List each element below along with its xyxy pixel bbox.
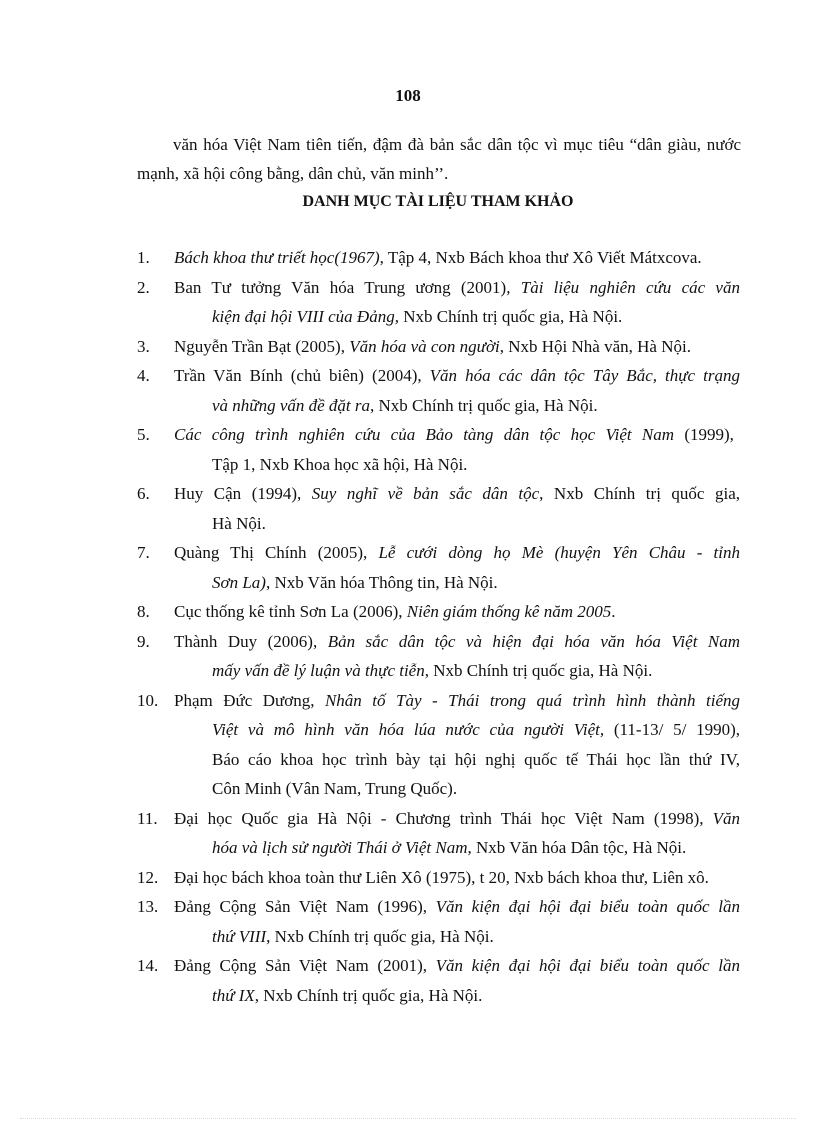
reference-text: Cục thống kê tỉnh Sơn La (2006),: [174, 602, 407, 621]
reference-text: , Nxb Chính trị quốc gia,: [539, 484, 741, 503]
reference-line: [174, 337, 691, 357]
reference-text: Nxb Chính trị quốc gia, Hà Nội.: [398, 307, 623, 326]
reference-title-text: Việt và mô hình văn hóa lúa nước của người Việt,: [212, 720, 605, 739]
reference-line: [212, 720, 740, 740]
reference-number: 10.: [137, 690, 159, 710]
reference-number: 12.: [137, 867, 159, 887]
reference-title-text: Văn kiện đại hội đại biểu toàn quốc lần: [435, 897, 740, 916]
reference-line: [212, 779, 457, 799]
reference-text: Ban Tư tưởng Văn hóa Trung ương (2001): [174, 277, 507, 297]
intro-paragraph: văn hóa Việt Nam tiên tiến, đậm đà bản sắc dân tộc vì mục tiêu “dân giàu, nước mạnh, xã hội công bằng, dân chủ, văn minh’’.: [137, 135, 741, 183]
reference-title-text: và những vấn đề đặt ra: [212, 395, 370, 415]
reference-text: .: [611, 602, 616, 621]
reference-line: [174, 425, 734, 445]
reference-text: Đảng Cộng Sản Việt Nam (2001),: [174, 956, 436, 975]
reference-title-text: hóa và lịch sử người Thái ở Việt Nam: [212, 838, 468, 857]
reference-text: Tập 1, Nxb Khoa học xã hội, Hà Nội.: [212, 454, 468, 474]
reference-text: , Nxb Chính trị quốc gia, Hà Nội.: [254, 985, 483, 1005]
reference-title-text: Lễ cưới dòng họ Mè (huyện Yên Châu - tỉnh: [378, 543, 740, 562]
footer-divider: [20, 1118, 796, 1119]
reference-number: 9.: [137, 631, 150, 651]
reference-title-text: mấy vấn đề lý luận và thực tiễn: [212, 661, 425, 680]
reference-number: 3.: [137, 336, 150, 356]
reference-number: 1.: [137, 248, 150, 267]
reference-text: , Tập 4, Nxb Bách khoa thư Xô Viết Mátxcova.: [379, 248, 702, 267]
reference-title-text: Suy nghĩ về bản sắc dân tộc: [311, 484, 540, 503]
reference-number: 5.: [137, 425, 150, 444]
reference-line: [212, 661, 652, 681]
reference-title-text: thứ IX: [212, 985, 255, 1005]
reference-text: Đảng Cộng Sản Việt Nam (1996),: [174, 897, 436, 916]
reference-line: [212, 838, 686, 858]
reference-line: [174, 278, 740, 298]
reference-line: [174, 809, 740, 829]
reference-text: Quàng Thị Chính (2005),: [174, 543, 379, 562]
reference-title-text: Niên giám thống kê năm 2005: [406, 602, 612, 621]
reference-line: [212, 396, 598, 416]
reference-text: Trần Văn Bính (chủ biên) (2004),: [174, 366, 430, 385]
reference-text: , Nxb Văn hóa Thông tin, Hà Nội.: [265, 572, 498, 592]
reference-number: 2.: [137, 277, 150, 297]
reference-line: [174, 632, 740, 652]
reference-title-text: Bách khoa thư triết học(1967): [174, 248, 380, 267]
reference-title-text: Các công trình nghiên cứu của Bảo tàng dân tộc học Việt Nam: [174, 425, 675, 444]
reference-line: [174, 602, 616, 622]
reference-text: Nguyễn Trần Bạt (2005),: [174, 336, 350, 356]
reference-title-text: Bản sắc dân tộc và hiện đại hóa văn hóa Việt Nam: [327, 631, 740, 651]
reference-line: [174, 484, 740, 504]
reference-text: Đại học bách khoa toàn thư Liên Xô (1975), t 20, Nxb bách khoa thư, Liên xô.: [174, 867, 709, 887]
reference-line: [212, 455, 467, 475]
reference-title-text: , Tài liệu nghiên cứu các văn: [506, 277, 740, 297]
reference-number: 13.: [137, 897, 159, 916]
reference-line: [212, 750, 740, 770]
reference-text: Hà Nội.: [212, 513, 266, 533]
reference-title-text: Văn kiện đại hội đại biểu toàn quốc lần: [435, 956, 740, 975]
reference-line: [212, 307, 622, 327]
reference-text: Huy Cận (1994),: [174, 484, 312, 503]
reference-text: , Nxb Chính trị quốc gia, Hà Nội.: [266, 926, 494, 946]
reference-line: [212, 514, 266, 534]
reference-text: Phạm Đức Dương,: [174, 690, 325, 710]
reference-line: [174, 868, 709, 888]
page-number: 108: [395, 86, 421, 105]
reference-text: , Nxb Chính trị quốc gia, Hà Nội.: [370, 395, 598, 415]
reference-number: 8.: [137, 602, 150, 621]
reference-number: 4.: [137, 366, 150, 385]
reference-line: [174, 897, 740, 917]
reference-text: (11-13/ 5/ 1990),: [604, 720, 740, 739]
reference-text: Báo cáo khoa học trình bày tại hội nghị quốc tế Thái học lần thứ IV,: [212, 749, 740, 769]
reference-title-text: Sơn La): [212, 572, 266, 592]
reference-line: [212, 986, 482, 1006]
reference-line: [174, 248, 702, 268]
reference-line: [174, 956, 740, 976]
reference-text: Thành Duy (2006),: [174, 631, 328, 651]
reference-text: (1999),: [674, 425, 734, 444]
reference-line: [212, 573, 498, 593]
reference-number: 14.: [137, 956, 159, 975]
reference-text: , Nxb Chính trị quốc gia, Hà Nội.: [424, 661, 653, 680]
reference-line: [174, 691, 740, 711]
reference-title-text: Văn: [712, 808, 740, 828]
reference-number: 7.: [137, 543, 150, 562]
reference-title-text: kiện đại hội VIII của Đảng,: [212, 307, 399, 326]
reference-title-text: Nhân tố Tày - Thái trong quá trình hình thành tiếng: [324, 690, 740, 710]
reference-line: [174, 366, 740, 386]
reference-title-text: Văn hóa và con người: [349, 336, 500, 356]
reference-number: 11.: [137, 808, 158, 828]
reference-text: , Nxb Văn hóa Dân tộc, Hà Nội.: [467, 838, 687, 857]
reference-line: [174, 543, 740, 563]
reference-text: , Nxb Hội Nhà văn, Hà Nội.: [499, 336, 691, 356]
reference-text: Côn Minh (Vân Nam, Trung Quốc).: [212, 779, 458, 798]
reference-title-text: thứ VIII: [212, 926, 267, 946]
reference-line: [212, 927, 494, 947]
references-heading: DANH MỤC TÀI LIỆU THAM KHẢO: [302, 193, 574, 210]
reference-title-text: Văn hóa các dân tộc Tây Bắc, thực trạng: [429, 366, 740, 385]
reference-number: 6.: [137, 484, 150, 503]
reference-text: Đại học Quốc gia Hà Nội - Chương trình Thái học Việt Nam (1998),: [174, 808, 713, 828]
